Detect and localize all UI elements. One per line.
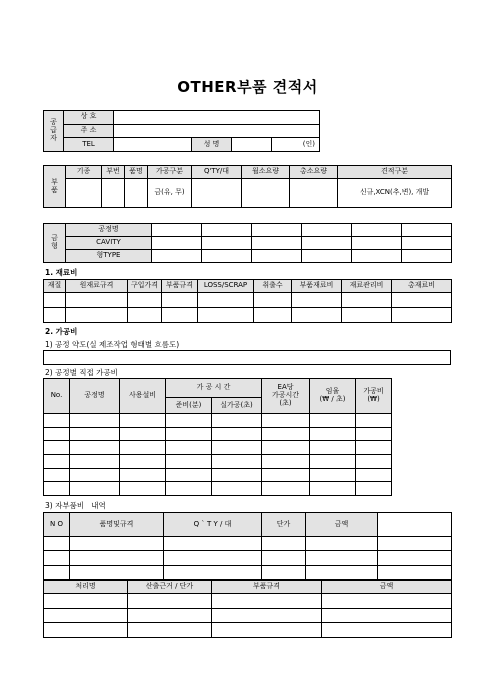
material-cell[interactable]: [392, 308, 452, 323]
part-header-model: 기종: [66, 166, 102, 179]
purchased-cell[interactable]: [44, 551, 70, 565]
material-table: [43, 279, 452, 323]
treatment-cell[interactable]: [44, 594, 128, 609]
material-cell[interactable]: [162, 293, 198, 308]
part-header-qty: Q'TY/대: [192, 166, 242, 179]
treatment-cell[interactable]: [322, 623, 452, 638]
direct-cell[interactable]: [70, 441, 120, 455]
material-cell[interactable]: [44, 293, 66, 308]
part-header-partno: 부번: [102, 166, 125, 179]
address-field[interactable]: [114, 124, 320, 138]
direct-cell[interactable]: [212, 468, 262, 482]
material-cell[interactable]: [292, 308, 342, 323]
direct-cell[interactable]: [212, 427, 262, 441]
purchased-cell[interactable]: [164, 551, 262, 565]
treatment-cell[interactable]: [322, 608, 452, 623]
direct-header-time: 가 공 시 간: [166, 379, 262, 398]
purchased-cell[interactable]: [44, 565, 70, 579]
material-cell[interactable]: [162, 308, 198, 323]
mold-cell[interactable]: [302, 237, 352, 250]
part-header-monthly: 월소요량: [242, 166, 290, 179]
company-name-field[interactable]: [114, 111, 320, 125]
material-header-yield: 취출수: [254, 280, 292, 293]
direct-cell[interactable]: [166, 468, 212, 482]
direct-cell[interactable]: [166, 454, 212, 468]
part-qty-field[interactable]: [192, 179, 242, 208]
direct-cell[interactable]: [44, 468, 70, 482]
direct-cell[interactable]: [44, 482, 70, 496]
direct-cell[interactable]: [262, 468, 310, 482]
purchased-cell[interactable]: [262, 551, 306, 565]
material-cell[interactable]: [198, 293, 254, 308]
treatment-cell[interactable]: [128, 608, 212, 623]
purchased-cell[interactable]: [164, 537, 262, 551]
direct-cell[interactable]: [212, 454, 262, 468]
mold-cell[interactable]: [402, 250, 452, 263]
purchased-cell[interactable]: [306, 551, 378, 565]
treatment-header-basis: 산출근거 / 단가: [128, 581, 212, 594]
direct-right-blank: [392, 379, 452, 496]
direct-cell[interactable]: [166, 414, 212, 428]
purchased-table: [43, 512, 452, 580]
mold-cell[interactable]: [252, 237, 302, 250]
treatment-table: [43, 580, 452, 638]
direct-cell[interactable]: [44, 441, 70, 455]
direct-cell[interactable]: [120, 454, 166, 468]
address-label: 주 소: [64, 124, 114, 138]
direct-cell[interactable]: [356, 441, 392, 455]
treatment-cell[interactable]: [128, 623, 212, 638]
direct-cell[interactable]: [262, 454, 310, 468]
mold-cell[interactable]: [202, 250, 252, 263]
material-cell[interactable]: [198, 308, 254, 323]
purchased-cell[interactable]: [70, 537, 164, 551]
part-header-quote-type: 견적구분: [338, 166, 452, 179]
direct-cell[interactable]: [310, 441, 356, 455]
part-header-name: 품명: [125, 166, 148, 179]
mold-cell[interactable]: [352, 250, 402, 263]
treatment-cell[interactable]: [212, 594, 322, 609]
mold-cell[interactable]: [202, 224, 252, 237]
direct-cell[interactable]: [44, 454, 70, 468]
direct-cell[interactable]: [262, 441, 310, 455]
treatment-cell[interactable]: [128, 594, 212, 609]
direct-cell[interactable]: [310, 482, 356, 496]
mold-cell[interactable]: [252, 224, 302, 237]
material-cell[interactable]: [44, 308, 66, 323]
material-cell[interactable]: [342, 308, 392, 323]
treatment-header-spec: 부품규격: [212, 581, 322, 594]
mold-cell[interactable]: [352, 237, 402, 250]
purchased-cell[interactable]: [164, 565, 262, 579]
purchased-header-name: 품명및규격: [70, 513, 164, 537]
purchased-cell[interactable]: [306, 537, 378, 551]
mold-cell[interactable]: [352, 224, 402, 237]
mold-cell[interactable]: [202, 237, 252, 250]
direct-cell[interactable]: [356, 468, 392, 482]
direct-cell[interactable]: [166, 441, 212, 455]
mold-side-label: 금 형: [44, 224, 66, 263]
purchased-caption: 3) 자부품비 내역: [45, 501, 106, 510]
material-cell[interactable]: [66, 293, 128, 308]
purchased-header-unit-price: 단가: [262, 513, 306, 537]
part-name-field[interactable]: [125, 179, 148, 208]
direct-cost-table: [43, 378, 452, 496]
direct-cell[interactable]: [70, 414, 120, 428]
direct-cell[interactable]: [310, 454, 356, 468]
direct-cell[interactable]: [70, 454, 120, 468]
direct-cell[interactable]: [212, 482, 262, 496]
purchased-cell[interactable]: [378, 513, 452, 537]
document-title: OTHER부품 견적서: [177, 78, 318, 96]
mold-cell[interactable]: [152, 237, 202, 250]
treatment-cell[interactable]: [44, 623, 128, 638]
purchased-cell[interactable]: [378, 551, 452, 565]
direct-cell[interactable]: [310, 468, 356, 482]
material-cell[interactable]: [128, 293, 162, 308]
material-header-total: 총재료비: [392, 280, 452, 293]
direct-cell[interactable]: [356, 414, 392, 428]
mold-cell[interactable]: [302, 224, 352, 237]
material-cell[interactable]: [128, 308, 162, 323]
direct-cell[interactable]: [356, 454, 392, 468]
material-cell[interactable]: [254, 293, 292, 308]
material-cell[interactable]: [392, 293, 452, 308]
purchased-cell[interactable]: [378, 565, 452, 579]
part-total-field[interactable]: [290, 179, 338, 208]
tel-field[interactable]: [114, 138, 192, 152]
direct-cell[interactable]: [212, 441, 262, 455]
purchased-cell[interactable]: [70, 551, 164, 565]
treatment-cell[interactable]: [212, 608, 322, 623]
direct-cell[interactable]: [166, 427, 212, 441]
part-process-type-value[interactable]: 금(유, 무): [148, 179, 192, 208]
material-cell[interactable]: [342, 293, 392, 308]
part-partno-field[interactable]: [102, 179, 125, 208]
part-table: [43, 165, 452, 208]
treatment-header-name: 처리명: [44, 581, 128, 594]
direct-cell[interactable]: [262, 482, 310, 496]
direct-cell[interactable]: [262, 414, 310, 428]
direct-cell[interactable]: [70, 468, 120, 482]
mold-cell[interactable]: [152, 224, 202, 237]
material-cell[interactable]: [292, 293, 342, 308]
direct-header-cost: 가공비 (₩): [356, 379, 392, 414]
direct-cell[interactable]: [356, 427, 392, 441]
purchased-cell[interactable]: [70, 565, 164, 579]
purchased-cell[interactable]: [44, 537, 70, 551]
direct-cell[interactable]: [120, 441, 166, 455]
material-header-management: 재료관리비: [342, 280, 392, 293]
treatment-cell[interactable]: [212, 623, 322, 638]
purchased-cell[interactable]: [378, 537, 452, 551]
mold-cell[interactable]: [402, 237, 452, 250]
direct-header-equipment: 사용설비: [120, 379, 166, 414]
supplier-table: [43, 110, 320, 152]
purchased-cell[interactable]: [262, 537, 306, 551]
seal-mark: (인): [272, 138, 320, 152]
part-quote-type-value[interactable]: 신규,XCN(추,변), 개발: [338, 179, 452, 208]
material-cell[interactable]: [66, 308, 128, 323]
material-header-grade: 재질: [44, 280, 66, 293]
direct-cell[interactable]: [262, 427, 310, 441]
direct-header-rate: 임율 (₩ / 초): [310, 379, 356, 414]
part-header-process-type: 가공구분: [148, 166, 192, 179]
direct-cell[interactable]: [166, 482, 212, 496]
part-monthly-field[interactable]: [242, 179, 290, 208]
purchased-header-qty: Q ` T Y / 대: [164, 513, 262, 537]
material-header-price: 구입가격: [128, 280, 162, 293]
direct-cell[interactable]: [70, 427, 120, 441]
mold-cell[interactable]: [402, 224, 452, 237]
material-heading: 1. 재료비: [45, 268, 78, 277]
direct-header-ea-time: EA당 가공시간 (초): [262, 379, 310, 414]
purchased-cell[interactable]: [306, 565, 378, 579]
direct-cell[interactable]: [212, 414, 262, 428]
company-name-label: 상 호: [64, 111, 114, 125]
flow-caption: 1) 공정 약도(실 제조작업 형태별 흐름도): [45, 340, 180, 349]
processing-heading: 2. 가공비: [45, 327, 78, 336]
purchased-header-no: N O: [44, 513, 70, 537]
tel-label: TEL: [64, 138, 114, 152]
representative-label: 성 명: [192, 138, 232, 152]
treatment-cell[interactable]: [44, 608, 128, 623]
part-side-label: 부 품: [44, 166, 66, 208]
mold-cavity-label: CAVITY: [66, 237, 152, 250]
supplier-side-label: 공 급 자: [44, 111, 64, 152]
material-header-loss: LOSS/SCRAP: [198, 280, 254, 293]
mold-cell[interactable]: [252, 250, 302, 263]
treatment-header-amount: 금액: [322, 581, 452, 594]
flow-diagram-box[interactable]: [43, 350, 451, 365]
purchased-header-amount: 금액: [306, 513, 378, 537]
part-header-total: 총소요량: [290, 166, 338, 179]
direct-cell[interactable]: [44, 427, 70, 441]
mold-cell[interactable]: [152, 250, 202, 263]
direct-cell[interactable]: [120, 427, 166, 441]
direct-cell[interactable]: [310, 427, 356, 441]
direct-header-no: No.: [44, 379, 70, 414]
direct-header-prep: 준비(분): [166, 398, 212, 414]
mold-cell[interactable]: [302, 250, 352, 263]
direct-header-actual: 실가공(초): [212, 398, 262, 414]
material-cell[interactable]: [254, 308, 292, 323]
direct-cell[interactable]: [70, 482, 120, 496]
material-header-part-spec: 부품규격: [162, 280, 198, 293]
purchased-cell[interactable]: [262, 565, 306, 579]
direct-cost-caption: 2) 공정별 직접 가공비: [45, 368, 118, 377]
representative-field[interactable]: [232, 138, 272, 152]
part-model-field[interactable]: [66, 179, 102, 208]
mold-process-label: 공정명: [66, 224, 152, 237]
treatment-cell[interactable]: [322, 594, 452, 609]
direct-cell[interactable]: [120, 482, 166, 496]
direct-cell[interactable]: [310, 414, 356, 428]
material-header-raw-spec: 원재료규격: [66, 280, 128, 293]
mold-type-label: 형TYPE: [66, 250, 152, 263]
direct-cell[interactable]: [356, 482, 392, 496]
material-header-part-material: 부품재료비: [292, 280, 342, 293]
direct-cell[interactable]: [44, 414, 70, 428]
direct-cell[interactable]: [120, 414, 166, 428]
mold-table: [43, 223, 452, 263]
direct-cell[interactable]: [120, 468, 166, 482]
direct-header-process: 공정명: [70, 379, 120, 414]
